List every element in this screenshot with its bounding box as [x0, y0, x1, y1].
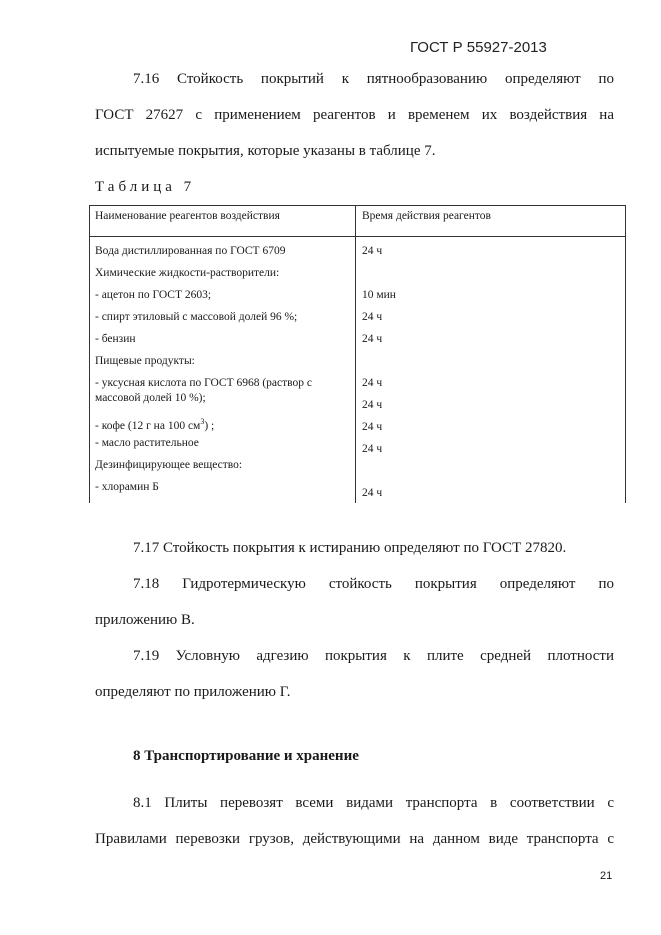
- table-cell-reagent: [95, 415, 214, 433]
- table-cell-reagent: - бензин: [95, 333, 136, 345]
- table-title: Таблица 7: [95, 179, 196, 195]
- table-cell-reagent: - уксусная кислота по ГОСТ 6968 (раствор с: [95, 377, 312, 389]
- table-cell-reagent: массовой долей 10 %);: [95, 392, 206, 404]
- table-cell-reagent: - ацетон по ГОСТ 2603;: [95, 289, 212, 301]
- para-7-19-line1: 7.19 Условную адгезию покрытия к плите средней плотности: [133, 648, 614, 664]
- table-cell-time: 24 ч: [362, 245, 383, 257]
- para-7-16-line1: 7.16 Стойкость покрытий к пятнообразованию определяют по: [133, 71, 614, 87]
- para-8-1-line1: 8.1 Плиты перевозят всеми видами транспорта в соответствии с: [133, 795, 614, 811]
- table-cell-time: 10 мин: [362, 289, 396, 301]
- para-7-18-line2: приложению В.: [95, 612, 195, 628]
- para-8-1-line2: Правилами перевозки грузов, действующими на данном виде транспорта с: [95, 831, 614, 847]
- table-cell-reagent: Пищевые продукты:: [95, 355, 195, 367]
- table-header-reagent: Наименование реагентов воздействия: [95, 210, 280, 222]
- coffee-label-end: ) ;: [204, 419, 215, 432]
- superscript-3: 3: [200, 417, 205, 426]
- para-7-18-line1: 7.18 Гидротермическую стойкость покрытия определяют по: [133, 576, 614, 592]
- coffee-label: - кофе (12 г на 100 см: [95, 419, 201, 432]
- table-cell-reagent: - хлорамин Б: [95, 481, 159, 493]
- table-border-top: [89, 205, 626, 206]
- table-border-right: [625, 205, 626, 503]
- table-header-divider: [89, 236, 626, 237]
- table-cell-time: 24 ч: [362, 399, 383, 411]
- table-column-divider: [355, 205, 356, 503]
- table-cell-reagent: Вода дистиллированная по ГОСТ 6709: [95, 245, 286, 257]
- table-cell-reagent: - масло растительное: [95, 437, 199, 449]
- table-cell-time: 24 ч: [362, 487, 383, 499]
- table-header-time: Время действия реагентов: [362, 210, 491, 222]
- page-number: 21: [600, 870, 613, 882]
- table-cell-time: 24 ч: [362, 421, 383, 433]
- para-7-17: 7.17 Стойкость покрытия к истиранию определяют по ГОСТ 27820.: [133, 540, 567, 556]
- para-7-16-line2: ГОСТ 27627 с применением реагентов и временем их воздействия на: [95, 107, 614, 123]
- para-7-19-line2: определяют по приложению Г.: [95, 684, 291, 700]
- table-border-left: [89, 205, 90, 503]
- para-7-16-line3: испытуемые покрытия, которые указаны в таблице 7.: [95, 143, 436, 159]
- table-cell-reagent: - спирт этиловый с массовой долей 96 %;: [95, 311, 298, 323]
- table-cell-time: 24 ч: [362, 311, 383, 323]
- table-cell-reagent: Химические жидкости-растворители:: [95, 267, 280, 279]
- table-cell-time: 24 ч: [362, 443, 383, 455]
- section-8-title: 8 Транспортирование и хранение: [133, 748, 359, 764]
- table-cell-reagent: Дезинфицирующее вещество:: [95, 459, 243, 471]
- document-header: ГОСТ Р 55927-2013: [410, 39, 547, 56]
- table-cell-time: 24 ч: [362, 333, 383, 345]
- table-cell-time: 24 ч: [362, 377, 383, 389]
